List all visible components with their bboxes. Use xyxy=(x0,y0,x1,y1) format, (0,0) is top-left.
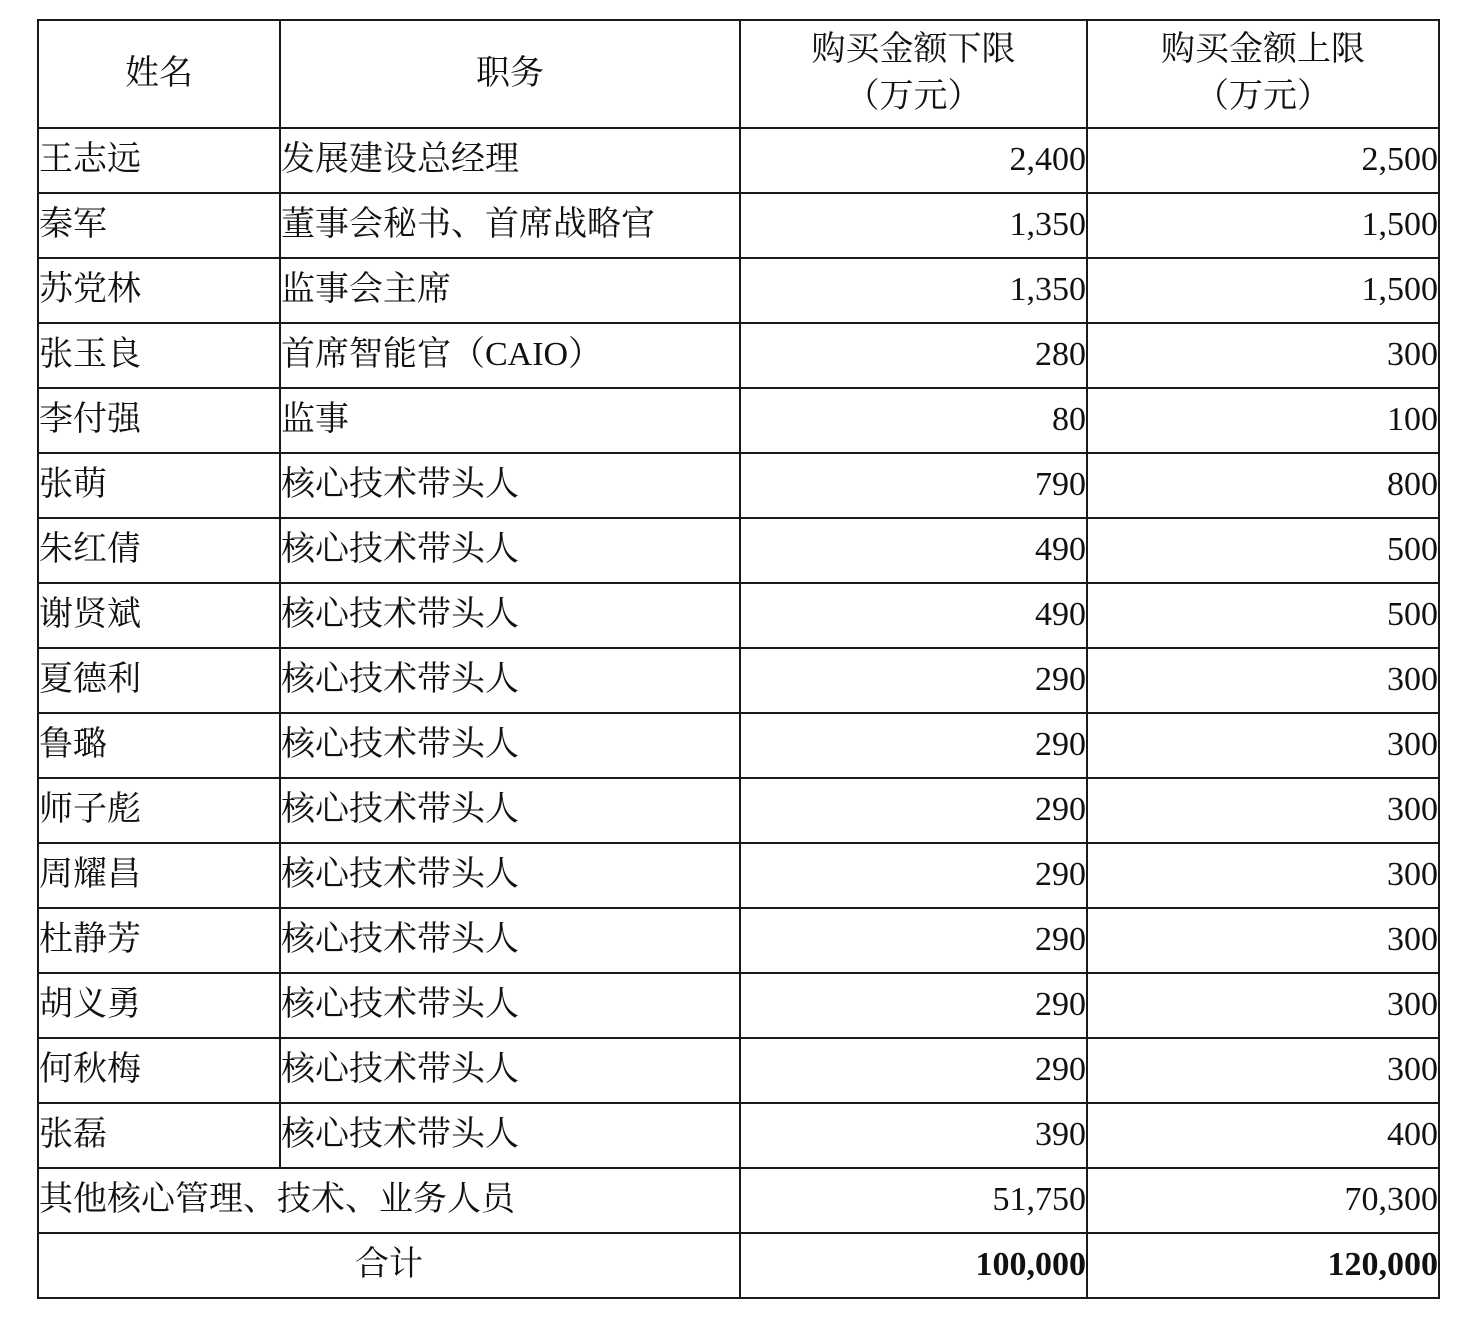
cell-min-amount: 290 xyxy=(740,778,1087,843)
table-row xyxy=(38,193,1439,258)
table-row xyxy=(38,453,1439,518)
cell-position: 核心技术带头人 xyxy=(280,583,740,648)
cell-position: 核心技术带头人 xyxy=(280,648,740,713)
cell-name: 杜静芳 xyxy=(38,908,280,973)
cell-max-amount: 2,500 xyxy=(1087,128,1439,193)
table-row xyxy=(38,713,1439,778)
cell-name: 秦军 xyxy=(38,193,280,258)
cell-position: 核心技术带头人 xyxy=(280,1103,740,1168)
header-max-amount xyxy=(1087,20,1439,128)
cell-others-max: 70,300 xyxy=(1087,1168,1439,1233)
table-row xyxy=(38,1038,1439,1103)
table-row xyxy=(38,778,1439,843)
header-name xyxy=(38,20,280,128)
cell-max-amount: 300 xyxy=(1087,648,1439,713)
cell-max-amount: 400 xyxy=(1087,1103,1439,1168)
cell-position: 核心技术带头人 xyxy=(280,713,740,778)
cell-position: 核心技术带头人 xyxy=(280,908,740,973)
table-row xyxy=(38,648,1439,713)
table-row xyxy=(38,583,1439,648)
table-row xyxy=(38,518,1439,583)
cell-max-amount: 300 xyxy=(1087,778,1439,843)
cell-position: 核心技术带头人 xyxy=(280,453,740,518)
header-min-unit: （万元） xyxy=(845,78,982,115)
cell-max-amount: 300 xyxy=(1087,323,1439,388)
table-row xyxy=(38,128,1439,193)
cell-min-amount: 490 xyxy=(740,583,1087,648)
cell-name: 何秋梅 xyxy=(38,1038,280,1103)
cell-position: 发展建设总经理 xyxy=(280,128,740,193)
cell-total-max: 120,000 xyxy=(1087,1233,1439,1298)
cell-min-amount: 290 xyxy=(740,973,1087,1038)
cell-name: 张萌 xyxy=(38,453,280,518)
cell-min-amount: 290 xyxy=(740,843,1087,908)
others-row xyxy=(38,1168,1439,1233)
cell-position: 核心技术带头人 xyxy=(280,1038,740,1103)
table-row xyxy=(38,323,1439,388)
cell-max-amount: 800 xyxy=(1087,453,1439,518)
cell-position: 核心技术带头人 xyxy=(280,843,740,908)
cell-min-amount: 290 xyxy=(740,648,1087,713)
cell-position: 董事会秘书、首席战略官 xyxy=(280,193,740,258)
cell-name: 夏德利 xyxy=(38,648,280,713)
cell-max-amount: 300 xyxy=(1087,843,1439,908)
cell-name: 李付强 xyxy=(38,388,280,453)
cell-max-amount: 300 xyxy=(1087,1038,1439,1103)
total-row xyxy=(38,1233,1439,1298)
cell-max-amount: 100 xyxy=(1087,388,1439,453)
cell-position: 监事 xyxy=(280,388,740,453)
cell-min-amount: 390 xyxy=(740,1103,1087,1168)
cell-position: 监事会主席 xyxy=(280,258,740,323)
table-row xyxy=(38,908,1439,973)
header-max-label: 购买金额上限 xyxy=(1161,31,1365,69)
cell-position: 核心技术带头人 xyxy=(280,518,740,583)
cell-name: 谢贤斌 xyxy=(38,583,280,648)
cell-min-amount: 790 xyxy=(740,453,1087,518)
table-row xyxy=(38,843,1439,908)
cell-position: 首席智能官（CAIO） xyxy=(280,323,740,388)
cell-min-amount: 2,400 xyxy=(740,128,1087,193)
cell-others-min: 51,750 xyxy=(740,1168,1087,1233)
cell-min-amount: 1,350 xyxy=(740,258,1087,323)
cell-name: 胡义勇 xyxy=(38,973,280,1038)
cell-name: 苏党林 xyxy=(38,258,280,323)
cell-position: 核心技术带头人 xyxy=(280,778,740,843)
cell-max-amount: 300 xyxy=(1087,713,1439,778)
cell-others-label: 其他核心管理、技术、业务人员 xyxy=(38,1168,740,1233)
cell-min-amount: 490 xyxy=(740,518,1087,583)
header-min-amount xyxy=(740,20,1087,128)
header-min-label: 购买金额下限 xyxy=(811,31,1016,69)
cell-name: 张磊 xyxy=(38,1103,280,1168)
cell-max-amount: 1,500 xyxy=(1087,258,1439,323)
header-position-label: 职务 xyxy=(476,54,544,92)
cell-min-amount: 290 xyxy=(740,908,1087,973)
cell-min-amount: 80 xyxy=(740,388,1087,453)
table-row xyxy=(38,973,1439,1038)
cell-name: 鲁璐 xyxy=(38,713,280,778)
cell-min-amount: 290 xyxy=(740,1038,1087,1103)
cell-max-amount: 500 xyxy=(1087,518,1439,583)
cell-name: 王志远 xyxy=(38,128,280,193)
header-max-unit: （万元） xyxy=(1195,78,1331,115)
table-row xyxy=(38,258,1439,323)
cell-max-amount: 300 xyxy=(1087,908,1439,973)
header-name-label: 姓名 xyxy=(125,54,193,92)
cell-max-amount: 300 xyxy=(1087,973,1439,1038)
cell-position: 核心技术带头人 xyxy=(280,973,740,1038)
header-row xyxy=(38,20,1439,128)
cell-name: 周耀昌 xyxy=(38,843,280,908)
cell-total-label: 合计 xyxy=(38,1233,740,1298)
purchase-amount-table xyxy=(37,19,1440,1299)
cell-name: 朱红倩 xyxy=(38,518,280,583)
cell-max-amount: 500 xyxy=(1087,583,1439,648)
header-position xyxy=(280,20,740,128)
cell-name: 师子彪 xyxy=(38,778,280,843)
cell-max-amount: 1,500 xyxy=(1087,193,1439,258)
table-row xyxy=(38,1103,1439,1168)
cell-min-amount: 290 xyxy=(740,713,1087,778)
cell-name: 张玉良 xyxy=(38,323,280,388)
cell-min-amount: 1,350 xyxy=(740,193,1087,258)
cell-min-amount: 280 xyxy=(740,323,1087,388)
table-row xyxy=(38,388,1439,453)
cell-total-min: 100,000 xyxy=(740,1233,1087,1298)
